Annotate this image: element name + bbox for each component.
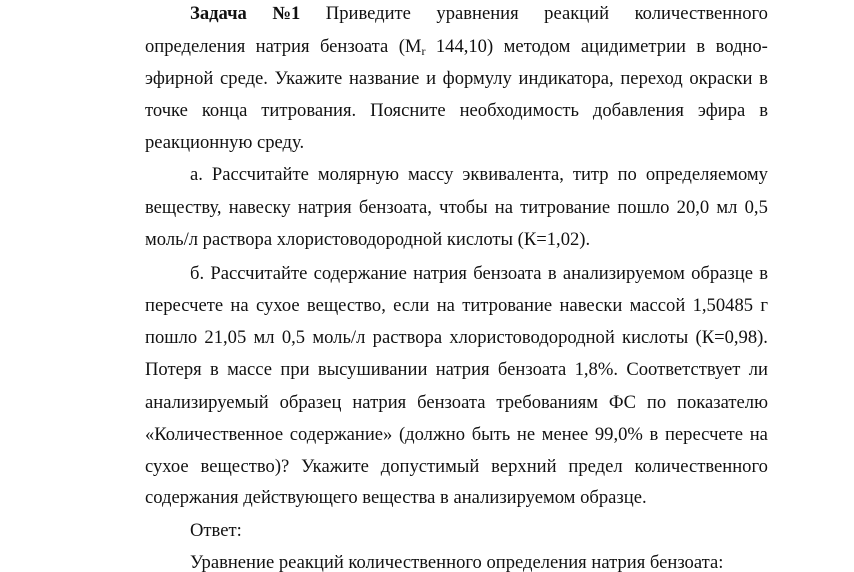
- text-word: на: [494, 197, 513, 218]
- text-word: натрия: [435, 359, 490, 380]
- text-word: (должно: [398, 424, 466, 445]
- text-word: требованиям: [496, 392, 599, 413]
- text-word: анализируемом: [562, 263, 685, 284]
- text-word: водно-: [715, 36, 768, 57]
- text-word: 0,5: [281, 327, 306, 348]
- text-word: определяемому: [645, 164, 768, 185]
- answer-label: Ответ:: [190, 520, 242, 541]
- text-word: пошло: [617, 197, 670, 218]
- answer-label-line: [190, 519, 768, 543]
- text-word: мл: [253, 327, 275, 348]
- text-word: методом: [503, 36, 571, 57]
- text-word: не: [516, 424, 536, 445]
- text-word: окраски: [689, 68, 753, 89]
- text-word: сухое: [145, 456, 189, 477]
- text-word: быть: [471, 424, 511, 445]
- text-word: натрия: [297, 197, 352, 218]
- text-word: переход: [620, 68, 683, 89]
- text-word: «Количественное: [145, 424, 284, 445]
- text-word: Укажите: [274, 68, 343, 89]
- text-word: титрование: [520, 197, 611, 218]
- text-word: в: [759, 68, 768, 89]
- text-word: добавления: [592, 100, 684, 121]
- part-b-line: [145, 391, 768, 415]
- answer-line: [190, 551, 768, 572]
- text-word: в: [696, 36, 706, 57]
- text-word: 1,50485: [692, 295, 754, 316]
- text-word: ли: [748, 359, 768, 380]
- text-word: пошло: [145, 327, 198, 348]
- text-word: вещество,: [306, 295, 386, 316]
- part-b-line: [145, 455, 768, 479]
- text-word: бензоата: [417, 392, 486, 413]
- text-word: титрование: [462, 295, 553, 316]
- text-word: содержание»: [289, 424, 393, 445]
- text-word: г: [760, 295, 768, 316]
- text-word: менее: [541, 424, 589, 445]
- text-word: при: [280, 359, 310, 380]
- answer-text: Уравнение реакций количественного определения натрия бензоата:: [190, 552, 724, 572]
- intro-line: [145, 35, 768, 59]
- text-word: по: [646, 392, 667, 413]
- text-word: на: [436, 295, 455, 316]
- part-b-line: [145, 326, 768, 350]
- text-word: навеску: [228, 197, 291, 218]
- text-word: верхний: [491, 456, 557, 477]
- text-word: 144,10): [435, 36, 494, 57]
- text-word: эфира: [697, 100, 746, 121]
- text-word: допустимый: [380, 456, 480, 477]
- text-word: титр: [572, 164, 609, 185]
- text-word: ($M_r$: [398, 36, 426, 58]
- part-b-line: [190, 262, 768, 286]
- text-word: Укажите: [301, 456, 369, 477]
- text-word: бензоата: [319, 36, 389, 57]
- text-word: и: [426, 68, 437, 89]
- text-word: эфирной: [145, 68, 214, 89]
- text-word: среде.: [220, 68, 268, 89]
- part-b-line: [145, 358, 768, 382]
- text-word: молярную: [317, 164, 399, 185]
- text-word: содержание: [313, 263, 407, 284]
- text-word: реакций: [544, 3, 610, 24]
- text-word: мл: [716, 197, 738, 218]
- text-word: бензоата: [497, 359, 567, 380]
- text-word: Рассчитайте: [211, 164, 309, 185]
- text-word: анализируемый: [145, 392, 269, 413]
- part-a-line: [145, 228, 768, 252]
- text-word: навески: [559, 295, 623, 316]
- text-word: необходимость: [459, 100, 579, 121]
- text-word: 20,0: [676, 197, 710, 218]
- text-word: количественного: [634, 3, 768, 24]
- intro-line: [145, 99, 768, 123]
- text-word: предел: [568, 456, 623, 477]
- intro-line: [145, 131, 768, 155]
- text-word: индикатора,: [518, 68, 614, 89]
- text-word: моль/л: [312, 327, 366, 348]
- text-word: веществу,: [145, 197, 222, 218]
- text-word: показателю: [677, 392, 768, 413]
- text-word: моль/л раствора хлористоводородной кислоты (К=1,02).: [145, 229, 591, 250]
- text-word: сухое: [255, 295, 300, 316]
- text-word: массой: [629, 295, 686, 316]
- text-word: 99,0%: [594, 424, 643, 445]
- part-a-line: [145, 196, 768, 220]
- part-b-line: [145, 423, 768, 447]
- text-word: количественного: [634, 456, 768, 477]
- text-word: натрия: [255, 36, 310, 57]
- text-word: титрования.: [261, 100, 357, 121]
- text-word: натрия: [413, 263, 467, 284]
- text-word: Приведите: [325, 3, 411, 24]
- text-word: на: [230, 295, 249, 316]
- text-word: название: [348, 68, 420, 89]
- text-word: формулу: [442, 68, 512, 89]
- text-word: Потеря: [145, 359, 202, 380]
- text-word: раствора: [372, 327, 443, 348]
- text-word: определения: [145, 36, 246, 57]
- text-word: в: [759, 100, 768, 121]
- text-word: уравнения: [436, 3, 519, 24]
- text-word: ацидиметрии: [580, 36, 686, 57]
- text-word: пересчете: [664, 424, 744, 445]
- text-word: 0,5: [744, 197, 768, 218]
- text-word: 1,8%.: [574, 359, 618, 380]
- text-word: массу: [407, 164, 454, 185]
- text-word: высушивании: [317, 359, 428, 380]
- text-word: а.: [190, 164, 203, 185]
- text-word: бензоата: [473, 263, 542, 284]
- text-word: массе: [227, 359, 273, 380]
- text-word: кислоты: [622, 327, 689, 348]
- task-title: Задача: [190, 3, 247, 24]
- text-word: конца: [201, 100, 248, 121]
- text-word: Поясните: [370, 100, 446, 121]
- part-a-line: [190, 163, 768, 187]
- text-word: вещество)?: [200, 456, 290, 477]
- text-word: натрия: [352, 392, 407, 413]
- text-word: хлористоводородной: [449, 327, 615, 348]
- text-word: 21,05: [204, 327, 247, 348]
- text-word: чтобы: [439, 197, 488, 218]
- text-word: Соответствует: [626, 359, 741, 380]
- text-word: в: [759, 263, 768, 284]
- text-word: б.: [190, 263, 205, 284]
- text-word: на: [749, 424, 768, 445]
- mr-subscript: r: [421, 44, 426, 58]
- text-word: в: [649, 424, 659, 445]
- intro-line: [145, 67, 768, 91]
- text-word: содержания действующего вещества в анализируемом образце.: [145, 487, 647, 508]
- text-word: бензоата,: [358, 197, 432, 218]
- text-word: пересчете: [145, 295, 224, 316]
- text-word: ФС: [608, 392, 637, 413]
- text-word: Рассчитайте: [210, 263, 308, 284]
- part-b-line: [145, 486, 768, 510]
- text-word: в: [210, 359, 219, 380]
- task-title-line: [190, 2, 768, 26]
- task-number: №1: [272, 3, 301, 24]
- text-word: если: [393, 295, 430, 316]
- text-word: в: [547, 263, 557, 284]
- text-word: по: [617, 164, 637, 185]
- text-word: реакционную среду.: [145, 132, 305, 153]
- text-word: точке: [145, 100, 188, 121]
- text-word: образец: [279, 392, 342, 413]
- text-word: образце: [691, 263, 753, 284]
- text-word: эквивалента,: [462, 164, 564, 185]
- part-b-line: [145, 294, 768, 318]
- text-word: (К=0,98).: [695, 327, 768, 348]
